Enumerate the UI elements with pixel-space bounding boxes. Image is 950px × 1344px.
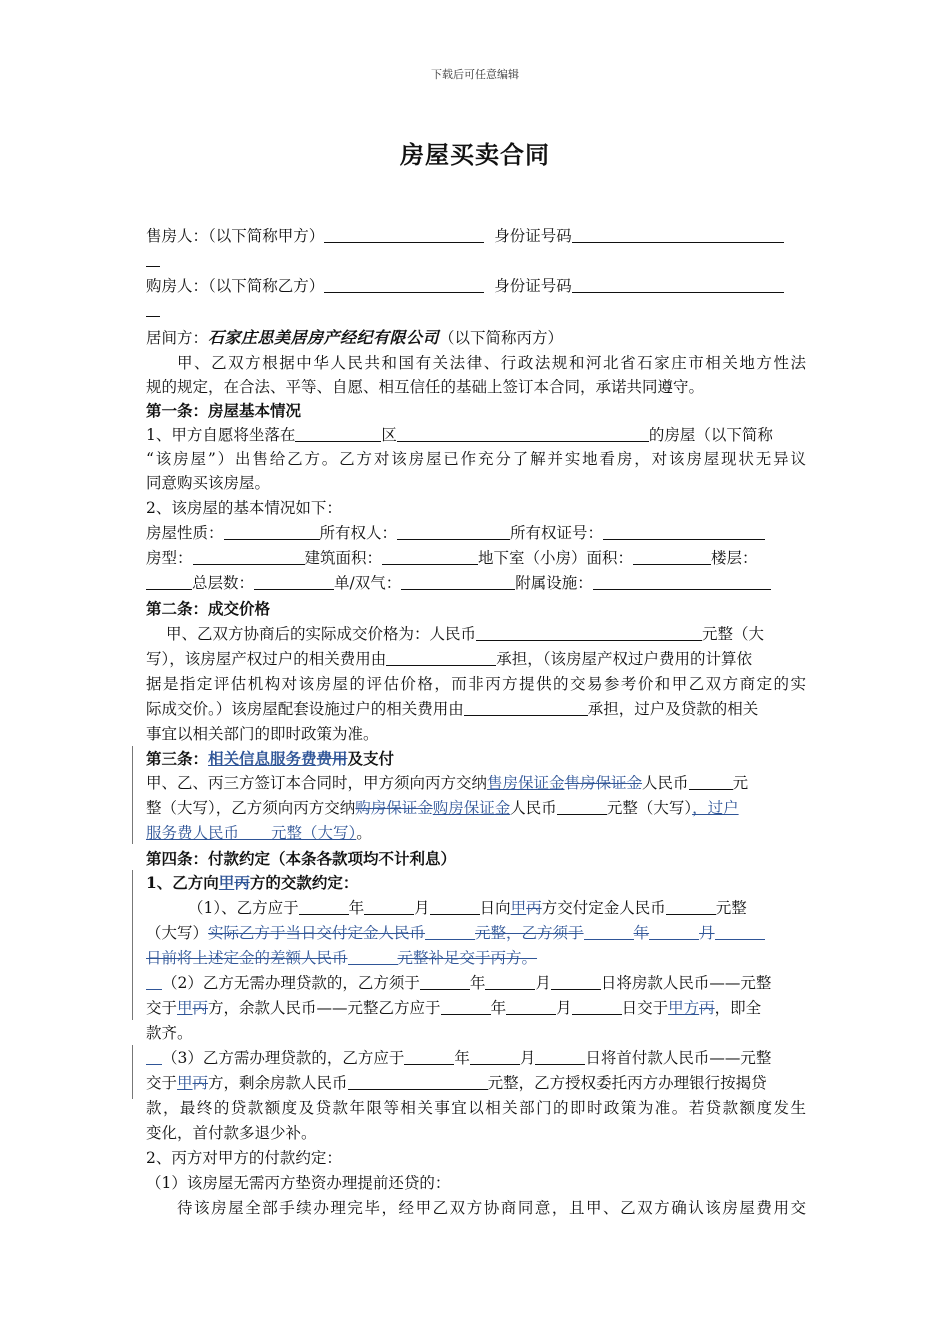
payment-item-1-line-2: （大写）实际乙方于当日交付定金人民币 元整，乙方须于 年 月 (146, 921, 806, 945)
article-1-line-4: 2、该房屋的基本情况如下： (146, 499, 342, 517)
article-2-line-2: 写），该房屋产权过户的相关费用由 承担，（该房屋产权过户费用的计算依 (146, 650, 753, 668)
article-2-line-4: 际成交价。）该房屋配套设施过户的相关费用由 承担，过户及贷款的相关 (146, 700, 759, 718)
preamble-line-2: 规的规定，在合法、平等、自愿、相互信任的基础上签订本合同，承诺共同遵守。 (146, 378, 705, 396)
payment-item-2-line-3: 款齐。 (146, 1024, 193, 1042)
article-3-line-1: 甲、乙、丙三方签订本合同时，甲方须向丙方交纳售房保证金售房保证金人民币 元 (146, 774, 749, 792)
payment-item-2-line-1: （2）乙方无需办理贷款的，乙方须于 年 月 日将房款人民币——元整 (146, 971, 806, 995)
article-4-sub-2: 2、丙方对甲方的付款约定： (146, 1149, 342, 1167)
article-1-line-3: 同意购买该房屋。 (146, 474, 271, 492)
house-info-row-3: 总层数： 单/双气： 附属设施： (146, 571, 806, 595)
header-note: 下载后可任意编辑 (431, 68, 519, 81)
buyer-line-wrap (146, 298, 806, 322)
article-2-line-3: 据是指定评估机构对该房屋的评估价格，而非丙方提供的交易参考价和甲乙双方商定的实 (146, 675, 806, 693)
payment-item-2-line-2: 交于甲丙方，余款人民币——元整乙方应于 年 月 日交于甲方丙，即全 (146, 999, 762, 1017)
payment-item-3-line-2: 交于甲丙方，剩余房款人民币 元整，乙方授权委托丙方办理银行按揭贷 (146, 1074, 767, 1092)
payment-item-3-line-4: 变化，首付款多退少补。 (146, 1124, 317, 1142)
revision-bar (132, 746, 133, 844)
article-4-sub-1: 1、乙方向甲丙方的交款约定： (146, 873, 359, 892)
payment-item-1-line-3: 日前将上述定金的差额人民币 元整补足交于丙方。 (146, 949, 538, 967)
article-4-sub-2-text: 待该房屋全部手续办理完毕，经甲乙双方协商同意，且甲、乙双方确认该房屋费用交 (177, 1199, 806, 1217)
payment-item-1-line-1: （1）、乙方应于 年 月 日向甲丙方交付定金人民币 元整 (188, 899, 747, 917)
article-4-heading: 第四条：付款约定（本条各款项均不计利息） (146, 849, 457, 868)
agent-line: 居间方：石家庄思美居房产经纪有限公司（以下简称丙方） (146, 328, 564, 347)
seller-line-wrap (146, 248, 806, 272)
article-2-heading: 第二条：成交价格 (146, 599, 271, 618)
house-info-row-2: 房型： 建筑面积： 地下室（小房）面积： 楼层： (146, 549, 758, 567)
article-3-line-2: 整（大写），乙方须向丙方交纳购房保证金购房保证金人民币 元整（大写），过户 (146, 799, 739, 817)
revision-bar (132, 870, 133, 1020)
article-4-sub-2-item-1: （1）该房屋无需丙方垫资办理提前还贷的： (146, 1174, 451, 1192)
article-3-heading: 第三条：相关信息服务费费用及支付 (146, 749, 395, 768)
agent-company-name: 石家庄思美居房产经纪有限公司 (208, 328, 440, 347)
article-3-line-3: 服务费人民币 元整（大写）。 (146, 824, 372, 842)
buyer-line: 购房人：（以下简称乙方） 身份证号码 (146, 274, 806, 298)
article-2-line-1: 甲、乙双方协商后的实际成交价格为：人民币 元整（大 (166, 625, 765, 643)
article-2-line-5: 事宜以相关部门的即时政策为准。 (146, 725, 379, 743)
payment-item-3-line-1: （3）乙方需办理贷款的，乙方应于 年 月 日将首付款人民币——元整 (146, 1046, 806, 1070)
document-title: 房屋买卖合同 (400, 140, 550, 169)
article-1-line-1: 1、甲方自愿将坐落在 区 的房屋（以下简称 (146, 426, 773, 444)
seller-line: 售房人：（以下简称甲方） 身份证号码 (146, 224, 806, 248)
article-1-line-2: “该房屋”）出售给乙方。乙方对该房屋已作充分了解并实地看房，对该房屋现状无异议 (146, 450, 806, 468)
preamble-line-1: 甲、乙双方根据中华人民共和国有关法律、行政法规和河北省石家庄市相关地方性法 (177, 354, 806, 372)
revision-bar (132, 1045, 133, 1099)
house-info-row-1: 房屋性质： 所有权人： 所有权证号： (146, 521, 806, 545)
article-1-heading: 第一条：房屋基本情况 (146, 401, 302, 420)
payment-item-3-line-3: 款，最终的贷款额度及贷款年限等相关事宜以相关部门的即时政策为准。若贷款额度发生 (146, 1099, 806, 1117)
